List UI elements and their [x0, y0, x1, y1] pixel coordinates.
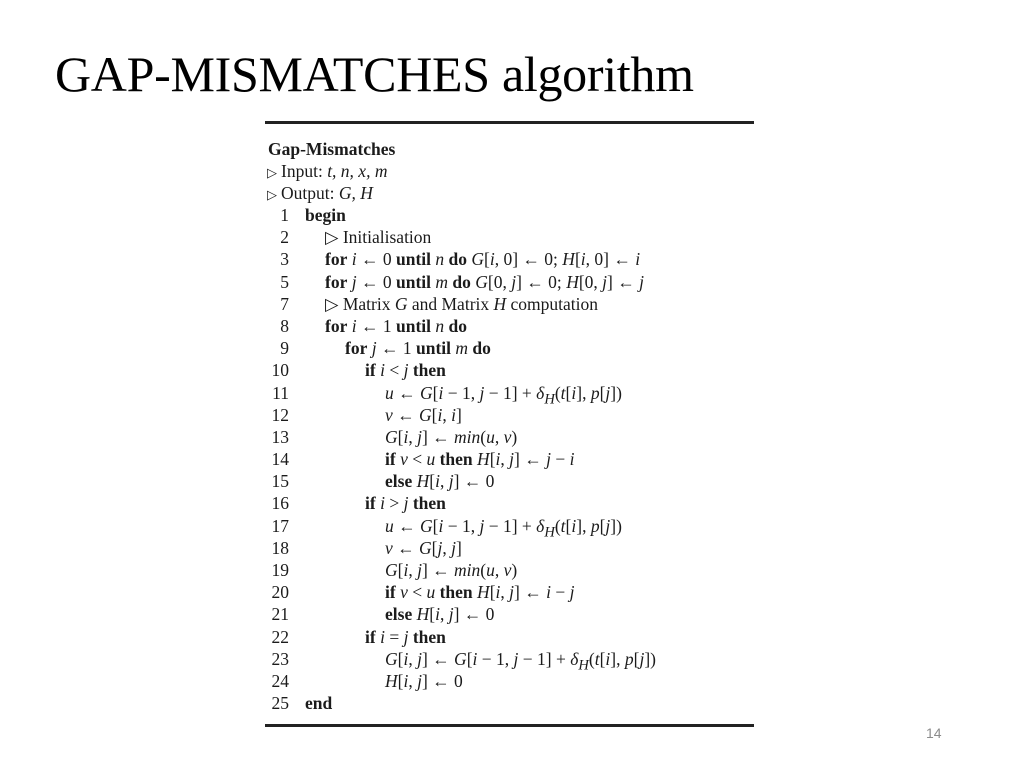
line-number: 11: [272, 382, 289, 403]
algorithm-lines: [265, 204, 754, 714]
line-number: 13: [271, 426, 289, 447]
code-text: for i ← 0 until n do G[i, 0] ← 0; H[i, 0] ← i: [325, 249, 641, 270]
code-text: H[i, j] ← 0: [385, 670, 463, 691]
algorithm-box: [265, 121, 754, 727]
code-line: [265, 426, 754, 448]
input-vars: t, n, x, m: [327, 161, 388, 181]
code-line: [265, 626, 754, 648]
code-text: for j ← 0 until m do G[0, j] ← 0; H[0, j] ← j: [325, 271, 644, 292]
code-line: [265, 271, 754, 293]
code-line: [265, 404, 754, 426]
code-text: G[i, j] ← G[i − 1, $j - 1] + \delta_H(t[i]$, p[j]): [385, 648, 656, 674]
line-number: 22: [271, 626, 289, 647]
slide-title: GAP-MISMATCHES algorithm: [55, 46, 694, 102]
line-number: 5: [280, 271, 289, 292]
code-line: [265, 515, 754, 541]
code-line: [265, 315, 754, 337]
code-text: if i = j then: [365, 626, 446, 647]
code-text: u ← G[i − 1, $j - 1] + \delta_H(t[i]$, p[j]): [385, 382, 622, 407]
output-label: Output:: [281, 183, 335, 203]
code-line: [265, 492, 754, 514]
code-line: [265, 293, 754, 315]
line-number: 17: [271, 515, 289, 536]
code-text: u ← G[i − 1, $j - 1] + \delta_H(t[i]$, p[j]): [385, 515, 622, 541]
code-line: [265, 648, 754, 674]
line-number: 2: [280, 227, 289, 248]
triangle-icon: ▷: [267, 165, 277, 180]
line-number: 7: [280, 293, 289, 314]
code-line: [265, 448, 754, 470]
code-text: ▷ Matrix G and Matrix H computation: [325, 293, 599, 314]
code-line: [265, 692, 754, 714]
line-number: 20: [271, 582, 289, 603]
code-line: [265, 670, 754, 692]
code-text: G[i, j] ← min(u, v): [385, 560, 518, 580]
code-line: [265, 603, 754, 625]
code-line: [265, 204, 754, 226]
line-number: 25: [271, 693, 289, 714]
line-number: 3: [280, 249, 289, 270]
code-line: [265, 337, 754, 359]
code-line: [265, 226, 754, 248]
code-line: [265, 359, 754, 381]
line-number: 1: [280, 205, 289, 225]
line-number: 21: [271, 604, 289, 625]
line-number: 10: [271, 360, 289, 381]
algorithm-output: [267, 182, 754, 204]
triangle-icon: ▷: [267, 187, 277, 202]
line-number: 9: [280, 338, 289, 359]
code-text: if v < u then H[i, j] ← i − j: [385, 582, 575, 603]
line-number: 23: [271, 648, 289, 669]
line-number: 12: [271, 404, 289, 425]
line-number: 24: [271, 670, 289, 691]
input-label: Input:: [281, 161, 323, 181]
code-text: else H[i, j] ← 0: [385, 471, 495, 492]
code-text: v ← G[j, j]: [385, 537, 462, 558]
code-text: for j ← 1 until m do: [345, 338, 491, 359]
code-text: end: [305, 693, 333, 714]
code-text: begin: [305, 205, 346, 225]
code-text: if v < u then H[i, j] ← j − i: [385, 449, 575, 470]
output-vars: G, H: [338, 183, 373, 203]
code-line: [265, 581, 754, 603]
code-line: [265, 382, 754, 407]
code-text: v ← G[i, i]: [385, 404, 462, 425]
algorithm-input: [267, 160, 754, 182]
line-number: 16: [271, 493, 289, 514]
line-number: 15: [271, 471, 289, 492]
line-number: 18: [271, 537, 289, 558]
code-line: [265, 559, 754, 581]
code-text: for i ← 1 until n do: [325, 315, 467, 336]
code-line: [265, 537, 754, 559]
code-text: if i < j then: [365, 360, 446, 381]
algorithm-name: Gap-Mismatches: [268, 139, 396, 159]
page-number: 14: [926, 725, 942, 741]
line-number: 14: [271, 449, 289, 470]
code-text: G[i, j] ← min(u, v): [385, 426, 518, 447]
code-line: [265, 470, 754, 492]
line-number: 8: [280, 315, 289, 336]
code-text: ▷ Initialisation: [325, 227, 432, 248]
code-line: [265, 248, 754, 270]
line-number: 19: [271, 560, 289, 580]
code-text: else H[i, j] ← 0: [385, 604, 495, 625]
code-text: if i > j then: [365, 493, 446, 514]
